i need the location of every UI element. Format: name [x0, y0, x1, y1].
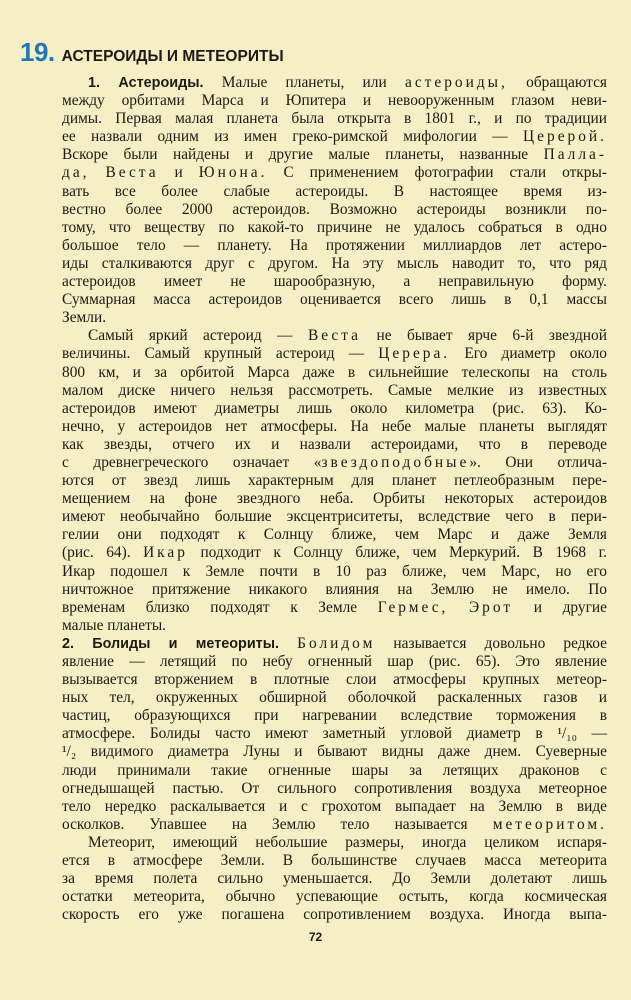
text-line: ется в атмосфере Земли. В большинстве случаев масса метеорита	[62, 852, 607, 870]
text-line: имеют необычайно большие эксцентриситеты, вследствие чего в пери-	[62, 508, 607, 526]
text-line: огнедышащей пастью. От сильного сопротивления воздуха метеорное	[62, 779, 607, 797]
text-line: Земли.	[62, 309, 107, 327]
text-line: явление — летящий по небу огненный шар (рис. 65). Это явление	[62, 653, 607, 670]
text-line: иды сталкиваются друг с другом. На эту мысль наводит то, что ряд	[62, 254, 607, 272]
text-line: тело нередко раскалывается и с грохотом выпадает на Землю в виде	[62, 797, 607, 815]
text-line: люди принимали такие огненные шары за летящих драконов с	[62, 761, 607, 779]
text-line: большое тело — планету. На протяжении миллиардов лет астеро-	[62, 236, 607, 254]
text-line: ничтожное притяжение никакого влияния на Землю не имело. По	[62, 580, 607, 598]
section-heading	[20, 37, 284, 68]
text-line: тому, что веществу по какой-то причине не удалось собраться в одно	[62, 218, 607, 236]
text-line: Вскоре были найдены и другие малые планеты, названные Палла-	[62, 146, 607, 164]
text-line: 1. Астероиды. Малые планеты, или астероиды, обращаются	[88, 74, 607, 91]
text-line: мещением на фоне звездного неба. Орбиты некоторых астероидов	[62, 490, 607, 508]
text-line: величины. Самый крупный астероид — Церера. Его диаметр около	[62, 345, 607, 363]
text-line: ¹/₂ видимого диаметра Луны и бывают видны даже днем. Суеверные	[62, 743, 607, 761]
text-line: частиц, образующихся при нагревании вследствие торможения в	[62, 707, 607, 725]
text-line: вызывается вторжением в плотные слои атмосферы крупных метеор-	[62, 671, 607, 689]
text-line: остатки метеорита, обычно успевающие остыть, когда космическая	[62, 888, 607, 906]
text-line: да, Веста и Юнона. С применением фотографии стали откры-	[62, 164, 607, 182]
text-line: Икар подошел к Земле почти в 10 раз ближе, чем Марс, но его	[62, 562, 607, 580]
text-line: астероидов имеет не шарообразную, а неправильную форму.	[62, 273, 607, 291]
text-line: Метеорит, имеющий небольшие размеры, иногда целиком испаря-	[88, 833, 607, 851]
page-number: 72	[308, 930, 323, 944]
text-line: малые планеты.	[62, 616, 167, 634]
subsection-heading-bolides: 2. Болиды и метеориты.	[62, 635, 280, 652]
text-line: Самый яркий астероид — Веста не бывает ярче 6-й звездной	[88, 327, 607, 345]
section-title: АСТЕРОИДЫ И МЕТЕОРИТЫ	[61, 48, 284, 65]
text-line: димы. Первая малая планета была открыта в 1801 г., и по традиции	[62, 110, 607, 128]
text-line: атмосфере. Болиды часто имеют заметный угловой диаметр в ¹/₁₀ —	[62, 725, 607, 743]
text-line: ных тел, окруженных обширной оболочкой раскаленных газов и	[62, 689, 607, 707]
text-line: осколков. Упавшее на Землю тело называется метеоритом.	[62, 815, 607, 833]
text-line: нечно, у астероидов нет атмосферы. На небе малые планеты выглядят	[62, 417, 607, 435]
text-line: как звезды, отчего их и назвали астероидами, что в переводе	[62, 435, 607, 453]
text-line: 2. Болиды и метеориты. Болидом называется довольно редкое	[62, 634, 607, 652]
body-text	[62, 74, 607, 924]
text-line: (рис. 64). Икар подходит к Солнцу ближе, чем Меркурий. В 1968 г.	[62, 544, 607, 562]
text-line: с древнегреческого означает «звездоподобные». Они отлича-	[62, 453, 607, 471]
text-line: Суммарная масса астероидов оценивается всего лишь в 0,1 массы	[62, 291, 607, 309]
text-line: между орбитами Марса и Юпитера и невооруженным глазом неви-	[62, 92, 607, 110]
text-line: малом диске ничего нельзя рассмотреть. Самые мелкие из известных	[62, 381, 607, 399]
text-line: вестно более 2000 астероидов. Возможно астероиды возникли по-	[62, 200, 607, 218]
text-line: временам близко подходят к Земле Гермес, Эрот и другие	[62, 598, 607, 616]
text-line: гелии они подходят к Солнцу ближе, чем Марс и даже Земля	[62, 526, 607, 544]
text-line: скорость его уже погашена сопротивлением воздуха. Иногда выпа-	[62, 906, 607, 924]
text-line: 800 км, и за орбитой Марса даже в сильнейшие телескопы на столь	[62, 363, 607, 381]
text-line: за время полета сильно уменьшается. До Земли долетают лишь	[62, 870, 607, 888]
subsection-heading-asteroids: 1. Астероиды.	[88, 75, 204, 91]
text-line: астероидов имеют диаметры лишь около километра (рис. 63). Ко-	[62, 399, 607, 417]
text-line: ются от звезд лишь характерным для планет петлеобразным пере-	[62, 472, 607, 490]
text-line: ее назвали одним из имен греко-римской мифологии — Церерой.	[62, 128, 607, 146]
text-line: вать все более слабые астероиды. В настоящее время из-	[62, 182, 607, 200]
section-number: 19.	[20, 37, 55, 67]
